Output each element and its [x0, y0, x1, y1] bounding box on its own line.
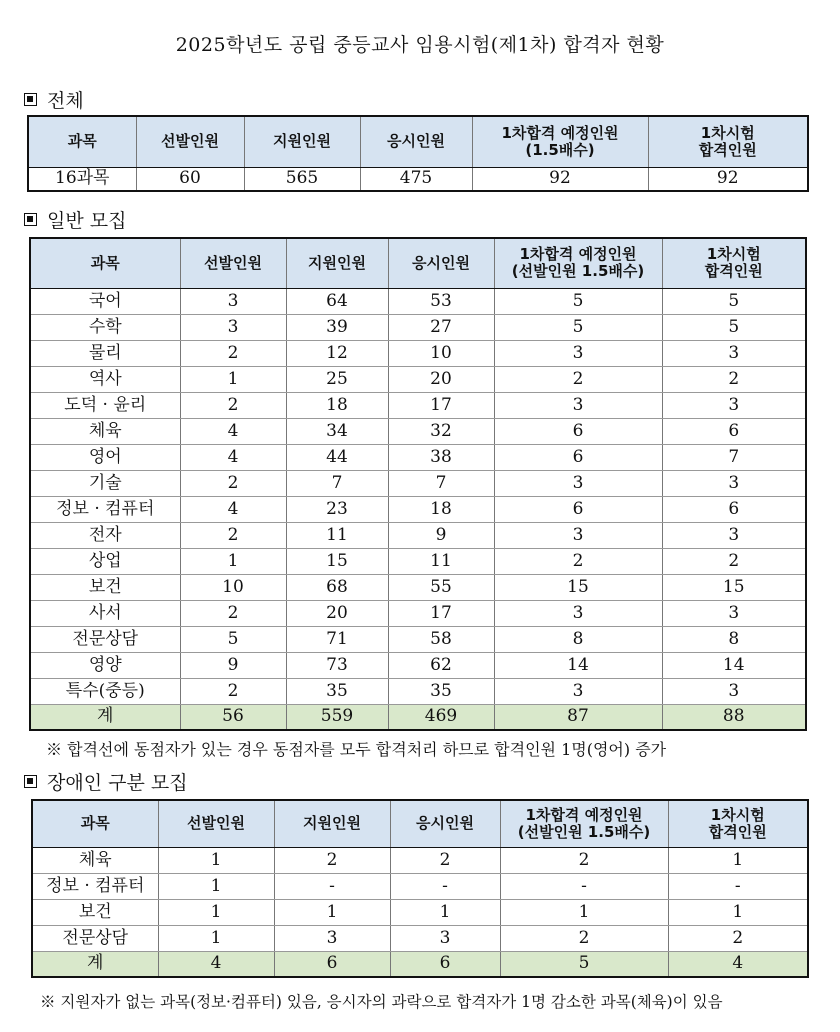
column-header: 지원인원 [274, 800, 390, 847]
value-cell: 32 [388, 418, 494, 444]
overall-table [27, 115, 809, 192]
value-cell: 9 [388, 522, 494, 548]
table-row [30, 574, 806, 600]
subject-cell: 수학 [30, 314, 180, 340]
value-cell: 1 [390, 899, 500, 925]
value-cell: 10 [180, 574, 286, 600]
value-cell: 92 [472, 167, 648, 191]
value-cell: 38 [388, 444, 494, 470]
value-cell: 2 [500, 925, 668, 951]
table-row [30, 340, 806, 366]
value-cell: 68 [286, 574, 388, 600]
column-header: 1차합격 예정인원 (선발인원 1.5배수) [494, 238, 662, 288]
subject-cell: 전문상담 [32, 925, 158, 951]
value-cell: 23 [286, 496, 388, 522]
value-cell: 2 [180, 522, 286, 548]
table-row [30, 366, 806, 392]
value-cell: 5 [180, 626, 286, 652]
value-cell: 73 [286, 652, 388, 678]
value-cell: 4 [180, 496, 286, 522]
table-row [32, 847, 808, 873]
value-cell: 4 [158, 951, 274, 977]
value-cell: 35 [388, 678, 494, 704]
value-cell: 6 [494, 444, 662, 470]
value-cell: 14 [662, 652, 806, 678]
value-cell: 2 [180, 392, 286, 418]
disabled-footnote: ※ 지원자가 없는 과목(정보·컴퓨터) 있음, 응시자의 과락으로 합격자가 1명 감소한 과목(체육)이 있음 [40, 993, 723, 1011]
value-cell: 11 [388, 548, 494, 574]
value-cell: 64 [286, 288, 388, 314]
value-cell: 3 [390, 925, 500, 951]
subject-cell: 체육 [30, 418, 180, 444]
table-row [30, 314, 806, 340]
value-cell: 20 [388, 366, 494, 392]
value-cell: 25 [286, 366, 388, 392]
column-header: 응시인원 [388, 238, 494, 288]
section-heading-label: 일반 모집 [47, 210, 127, 232]
value-cell: 2 [494, 548, 662, 574]
value-cell: 5 [494, 314, 662, 340]
column-header: 1차합격 예정인원 (선발인원 1.5배수) [500, 800, 668, 847]
value-cell: 12 [286, 340, 388, 366]
table-row [32, 925, 808, 951]
value-cell: 1 [158, 873, 274, 899]
value-cell: 2 [662, 366, 806, 392]
column-header: 1차시험 합격인원 [668, 800, 808, 847]
value-cell: 2 [662, 548, 806, 574]
square-bullet-icon [24, 213, 37, 226]
value-cell: 4 [180, 418, 286, 444]
column-header: 과목 [28, 116, 136, 167]
value-cell: 6 [494, 496, 662, 522]
value-cell: 8 [494, 626, 662, 652]
section-heading-label: 장애인 구분 모집 [47, 772, 188, 794]
value-cell: 1 [158, 899, 274, 925]
subject-cell: 특수(중등) [30, 678, 180, 704]
column-header: 1차합격 예정인원 (1.5배수) [472, 116, 648, 167]
value-cell: 3 [662, 470, 806, 496]
value-cell: 18 [388, 496, 494, 522]
value-cell: 1 [158, 925, 274, 951]
value-cell: 18 [286, 392, 388, 418]
value-cell: 3 [662, 600, 806, 626]
value-cell: 3 [494, 340, 662, 366]
subject-cell: 상업 [30, 548, 180, 574]
table-row [30, 470, 806, 496]
value-cell: 27 [388, 314, 494, 340]
subject-cell: 영어 [30, 444, 180, 470]
subject-cell: 보건 [30, 574, 180, 600]
subject-cell: 역사 [30, 366, 180, 392]
value-cell: 8 [662, 626, 806, 652]
table-row [30, 444, 806, 470]
column-header: 과목 [32, 800, 158, 847]
value-cell: 3 [494, 600, 662, 626]
value-cell: 2 [180, 340, 286, 366]
column-header: 과목 [30, 238, 180, 288]
value-cell: 1 [668, 899, 808, 925]
value-cell: 15 [286, 548, 388, 574]
column-header: 1차시험 합격인원 [648, 116, 808, 167]
value-cell: 87 [494, 704, 662, 730]
value-cell: 7 [662, 444, 806, 470]
value-cell: 2 [180, 470, 286, 496]
value-cell: 55 [388, 574, 494, 600]
general-footnote: ※ 합격선에 동점자가 있는 경우 동점자를 모두 합격처리 하므로 합격인원 1명(영어) 증가 [46, 740, 667, 759]
value-cell: 15 [662, 574, 806, 600]
value-cell: 1 [668, 847, 808, 873]
value-cell: 88 [662, 704, 806, 730]
subject-cell: 도덕 · 윤리 [30, 392, 180, 418]
value-cell: 6 [274, 951, 390, 977]
section-heading-disabled [24, 768, 188, 795]
value-cell: 17 [388, 600, 494, 626]
value-cell: 1 [274, 899, 390, 925]
value-cell: 44 [286, 444, 388, 470]
subject-cell: 물리 [30, 340, 180, 366]
value-cell: 2 [180, 600, 286, 626]
value-cell: 53 [388, 288, 494, 314]
value-cell: 6 [662, 496, 806, 522]
subject-cell: 계 [32, 951, 158, 977]
value-cell: 6 [494, 418, 662, 444]
column-header: 선발인원 [136, 116, 244, 167]
subject-cell: 보건 [32, 899, 158, 925]
table-total-row [32, 951, 808, 977]
value-cell: 10 [388, 340, 494, 366]
value-cell: 2 [180, 678, 286, 704]
table-row [30, 496, 806, 522]
value-cell: 559 [286, 704, 388, 730]
table-row [30, 418, 806, 444]
column-header: 응시인원 [360, 116, 472, 167]
value-cell: 35 [286, 678, 388, 704]
value-cell: 34 [286, 418, 388, 444]
column-header: 지원인원 [286, 238, 388, 288]
section-heading-general [24, 206, 126, 233]
square-bullet-icon [24, 775, 37, 788]
square-bullet-icon [24, 93, 37, 106]
value-cell: 1 [180, 548, 286, 574]
value-cell: 3 [494, 392, 662, 418]
table-row [30, 626, 806, 652]
disabled-recruitment-table [31, 799, 809, 978]
value-cell: 1 [158, 847, 274, 873]
value-cell: 5 [494, 288, 662, 314]
column-header: 지원인원 [244, 116, 360, 167]
table-row [30, 600, 806, 626]
value-cell: 2 [274, 847, 390, 873]
value-cell: - [274, 873, 390, 899]
value-cell: 60 [136, 167, 244, 191]
value-cell: 71 [286, 626, 388, 652]
table-row [28, 167, 808, 191]
value-cell: 3 [494, 470, 662, 496]
column-header: 응시인원 [390, 800, 500, 847]
value-cell: 14 [494, 652, 662, 678]
table-total-row [30, 704, 806, 730]
value-cell: 3 [662, 678, 806, 704]
value-cell: 3 [662, 392, 806, 418]
value-cell: 5 [662, 314, 806, 340]
subject-cell: 영양 [30, 652, 180, 678]
value-cell: 2 [500, 847, 668, 873]
value-cell: 3 [180, 314, 286, 340]
table-row [30, 548, 806, 574]
value-cell: 469 [388, 704, 494, 730]
subject-cell: 전자 [30, 522, 180, 548]
value-cell: 11 [286, 522, 388, 548]
column-header: 선발인원 [180, 238, 286, 288]
value-cell: - [500, 873, 668, 899]
section-heading-label: 전체 [47, 90, 84, 112]
value-cell: 3 [274, 925, 390, 951]
value-cell: 6 [390, 951, 500, 977]
table-row [30, 678, 806, 704]
value-cell: 62 [388, 652, 494, 678]
value-cell: 20 [286, 600, 388, 626]
table-row [30, 522, 806, 548]
section-heading-overall [24, 86, 84, 113]
value-cell: 1 [180, 366, 286, 392]
value-cell: 3 [494, 522, 662, 548]
table-header-row [28, 116, 808, 167]
table-header-row [30, 238, 806, 288]
value-cell: 2 [668, 925, 808, 951]
table-row [32, 873, 808, 899]
table-row [32, 899, 808, 925]
value-cell: 39 [286, 314, 388, 340]
subject-cell: 기술 [30, 470, 180, 496]
value-cell: 56 [180, 704, 286, 730]
value-cell: 2 [390, 847, 500, 873]
value-cell: 5 [662, 288, 806, 314]
value-cell: 92 [648, 167, 808, 191]
value-cell: 17 [388, 392, 494, 418]
value-cell: 475 [360, 167, 472, 191]
value-cell: 7 [286, 470, 388, 496]
subject-cell: 사서 [30, 600, 180, 626]
column-header: 1차시험 합격인원 [662, 238, 806, 288]
value-cell: 7 [388, 470, 494, 496]
subject-cell: 전문상담 [30, 626, 180, 652]
value-cell: - [390, 873, 500, 899]
table-row [30, 392, 806, 418]
value-cell: 5 [500, 951, 668, 977]
value-cell: 6 [662, 418, 806, 444]
value-cell: 1 [500, 899, 668, 925]
table-row [30, 652, 806, 678]
subject-cell: 정보 · 컴퓨터 [30, 496, 180, 522]
page-title: 2025학년도 공립 중등교사 임용시험(제1차) 합격자 현황 [175, 34, 665, 56]
subject-cell: 16과목 [28, 167, 136, 191]
value-cell: 565 [244, 167, 360, 191]
value-cell: 15 [494, 574, 662, 600]
value-cell: 9 [180, 652, 286, 678]
value-cell: 58 [388, 626, 494, 652]
subject-cell: 정보 · 컴퓨터 [32, 873, 158, 899]
column-header: 선발인원 [158, 800, 274, 847]
value-cell: - [668, 873, 808, 899]
value-cell: 3 [494, 678, 662, 704]
value-cell: 3 [662, 340, 806, 366]
value-cell: 2 [494, 366, 662, 392]
subject-cell: 국어 [30, 288, 180, 314]
subject-cell: 체육 [32, 847, 158, 873]
value-cell: 4 [668, 951, 808, 977]
value-cell: 4 [180, 444, 286, 470]
table-header-row [32, 800, 808, 847]
general-recruitment-table [29, 237, 807, 731]
value-cell: 3 [662, 522, 806, 548]
table-row [30, 288, 806, 314]
subject-cell: 계 [30, 704, 180, 730]
value-cell: 3 [180, 288, 286, 314]
